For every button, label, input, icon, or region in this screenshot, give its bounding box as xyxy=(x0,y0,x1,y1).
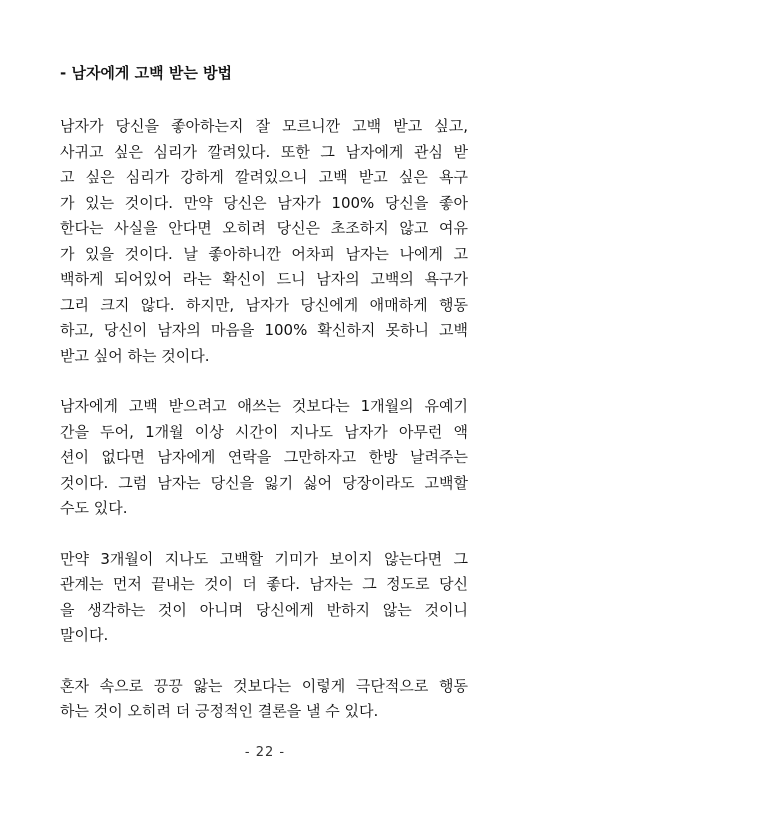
text-line: 션이 없다면 남자에게 연락을 그만하자고 한방 날려주는 xyxy=(60,448,468,466)
paragraph-2 xyxy=(60,394,468,522)
text-line: 것이다. 그럼 남자는 당신을 잃기 싫어 당장이라도 고백할 xyxy=(60,473,468,492)
text-line: 고 싶은 심리가 강하게 깔려있으니 고백 받고 싶은 욕구 xyxy=(60,168,468,186)
text-line: 남자에게 고백 받으려고 애쓰는 것보다는 1개월의 유예기 xyxy=(60,397,468,415)
paragraph-3 xyxy=(60,547,468,649)
paragraph-4 xyxy=(60,674,468,725)
text-line: 수도 있다. xyxy=(60,499,128,517)
text-line: 백하게 되어있어 라는 확신이 드니 남자의 고백의 욕구가 xyxy=(60,270,468,288)
text-line: 관계는 먼저 끝내는 것이 더 좋다. 남자는 그 정도로 당신 xyxy=(60,575,468,593)
text-line: 남자가 당신을 좋아하는지 잘 모르니깐 고백 받고 싶고, xyxy=(60,117,468,135)
text-line: 간을 두어, 1개월 이상 시간이 지나도 남자가 아무런 액 xyxy=(60,422,468,441)
text-line: 을 생각하는 것이 아니며 당신에게 반하지 않는 것이니 xyxy=(60,600,468,619)
text-line: 사귀고 싶은 심리가 깔려있다. 또한 그 남자에게 관심 받 xyxy=(60,142,468,161)
document-page xyxy=(60,62,468,750)
text-line: 하는 것이 오히려 더 긍정적인 결론을 낼 수 있다. xyxy=(60,702,379,720)
text-line: 하고, 당신이 남자의 마음을 100% 확신하지 못하니 고백 xyxy=(60,321,468,339)
text-line: 그리 크지 않다. 하지만, 남자가 당신에게 애매하게 행동 xyxy=(60,295,468,314)
paragraph-1 xyxy=(60,114,468,369)
section-heading: - 남자에게 고백 받는 방법 xyxy=(60,64,233,82)
text-line: 만약 3개월이 지나도 고백할 기미가 보이지 않는다면 그 xyxy=(60,549,468,568)
text-line: 가 있는 것이다. 만약 당신은 남자가 100% 당신을 좋아 xyxy=(60,193,468,212)
text-line: 혼자 속으로 끙끙 앓는 것보다는 이렇게 극단적으로 행동 xyxy=(60,676,468,695)
text-line: 받고 싶어 하는 것이다. xyxy=(60,346,210,365)
text-line: 말이다. xyxy=(60,626,109,644)
text-line: 한다는 사실을 안다면 오히려 당신은 초조하지 않고 여유 xyxy=(60,219,468,237)
text-line: 가 있을 것이다. 날 좋아하니깐 어차피 남자는 나에게 고 xyxy=(60,244,468,263)
page-number: - 22 - xyxy=(244,745,286,760)
